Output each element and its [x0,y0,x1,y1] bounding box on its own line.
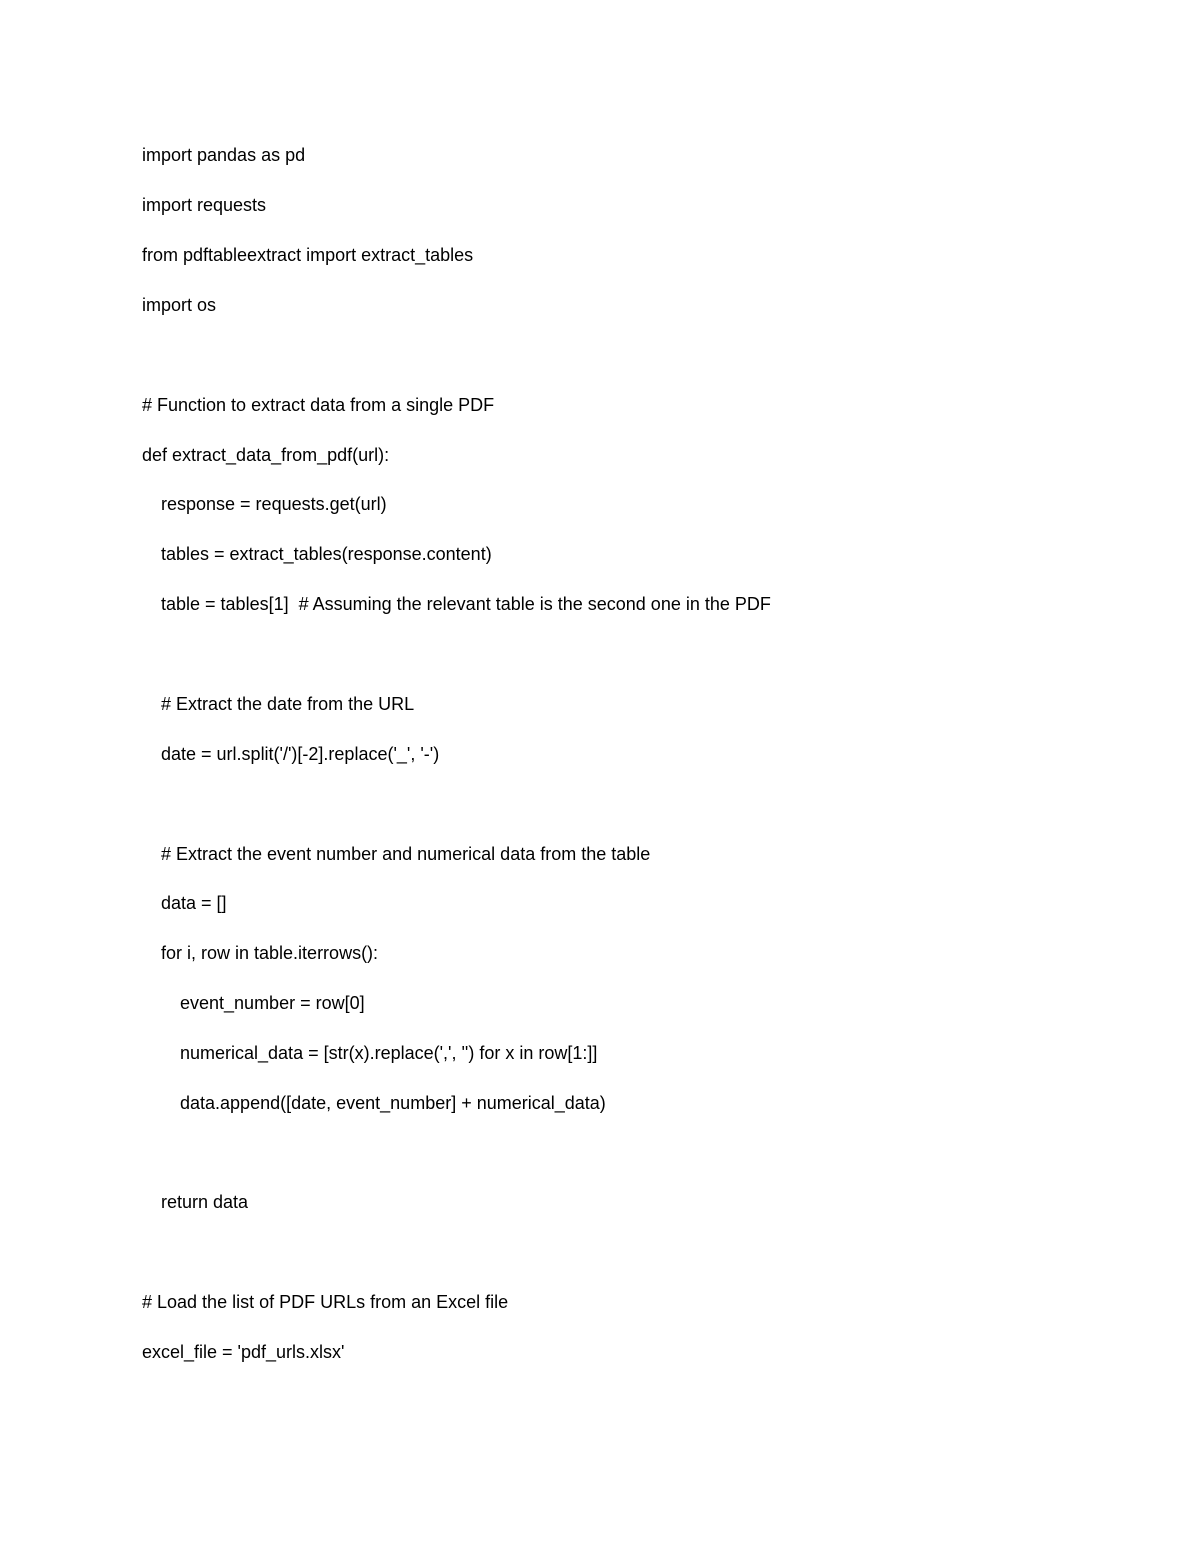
code-comment: # Extract the date from the URL [161,694,415,714]
code-line: data.append([date, event_number] + numerical_data) [180,1093,606,1113]
code-line: import os [142,295,217,315]
code-line: import pandas as pd [142,145,306,165]
code-line: def extract_data_from_pdf(url): [142,445,390,465]
code-comment: # Extract the event number and numerical data from the table [161,844,651,864]
code-line: import requests [142,195,267,215]
code-line: date = url.split('/')[-2].replace('_', '-') [161,744,440,764]
code-line: event_number = row[0] [180,993,365,1013]
code-line: return data [161,1192,249,1212]
code-line: tables = extract_tables(response.content) [161,544,492,564]
code-comment: # Function to extract data from a single PDF [142,395,495,415]
code-line: numerical_data = [str(x).replace(',', '') for x in row[1:]] [180,1043,598,1063]
code-line: excel_file = 'pdf_urls.xlsx' [142,1342,345,1362]
code-line: table = tables[1] # Assuming the relevant table is the second one in the PDF [161,594,771,614]
code-line: response = requests.get(url) [161,494,387,514]
code-line: from pdftableextract import extract_tables [142,245,474,265]
code-line: data = [] [161,893,227,913]
code-comment: # Load the list of PDF URLs from an Excel file [142,1292,509,1312]
code-line: for i, row in table.iterrows(): [161,943,379,963]
